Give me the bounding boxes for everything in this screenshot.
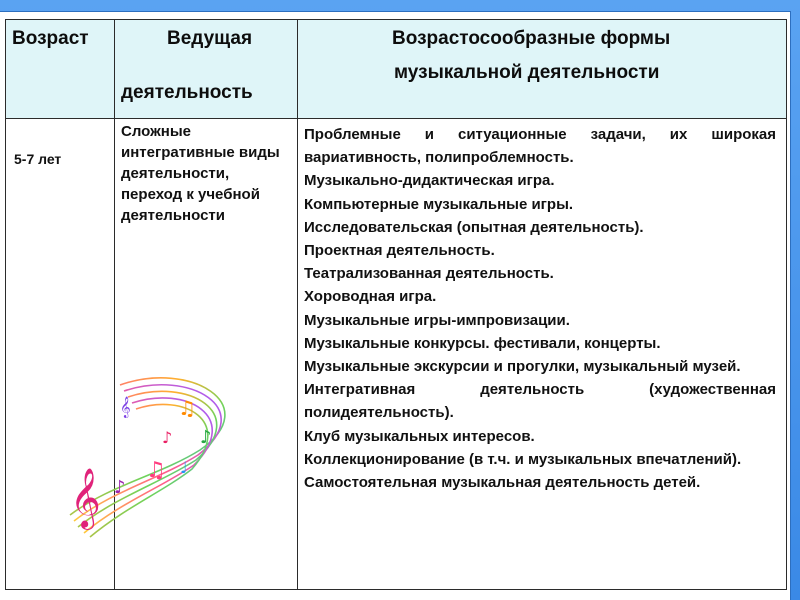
forms-item: Театрализованная деятельность. — [304, 265, 554, 283]
svg-text:♪: ♪ — [200, 427, 212, 448]
header-forms-cell — [298, 20, 787, 119]
table-header-row — [6, 20, 787, 119]
forms-item: Клуб музыкальных интересов. — [304, 427, 535, 445]
svg-text:♫: ♫ — [178, 396, 196, 420]
forms-cell — [298, 119, 787, 590]
svg-text:𝄞: 𝄞 — [120, 397, 131, 418]
svg-text:♪: ♪ — [162, 428, 173, 447]
svg-text:♫: ♫ — [146, 458, 166, 483]
age-value: 5-7 лет — [14, 151, 62, 167]
header-forms-line1: Возрастосообразные формы — [392, 28, 671, 49]
treble-clef-icon — [70, 468, 101, 530]
svg-text:♪: ♪ — [114, 477, 126, 498]
forms-item: Компьютерные музыкальные игры. — [304, 195, 574, 213]
svg-text:♩: ♩ — [180, 458, 188, 477]
forms-item: Музыкально-дидактическая игра. — [304, 172, 555, 190]
header-age-cell — [6, 20, 115, 119]
forms-item: Самостоятельная музыкальная деятельность детей. — [304, 474, 701, 492]
forms-item: Проектная деятельность. — [304, 242, 495, 260]
forms-item: Коллекционирование (в т.ч. и музыкальных впечатлений). — [304, 450, 742, 468]
header-lead-line1: Ведущая — [167, 28, 253, 49]
forms-item: Проблемные и ситуационные задачи, их широкая вариативность, полипроблемность. — [304, 126, 776, 167]
forms-item: Музыкальные игры-импровизации. — [304, 311, 570, 329]
forms-item: Хороводная игра. — [304, 288, 437, 306]
header-lead-cell — [115, 20, 298, 119]
forms-item: Музыкальные конкурсы. фестивали, концерты. — [304, 334, 661, 352]
header-age-label: Возраст — [12, 28, 89, 49]
header-lead-line2: деятельность — [121, 82, 253, 103]
header-forms-line2: музыкальной деятельности — [394, 62, 660, 83]
svg-text:𝄞: 𝄞 — [70, 468, 101, 528]
forms-list — [298, 119, 786, 494]
music-staff-swirl-icon — [50, 365, 280, 540]
forms-item: Интегративная деятельность (художественная полидеятельность). — [304, 381, 776, 422]
forms-item: Музыкальные экскурсии и прогулки, музыкальный музей. — [304, 358, 741, 376]
lead-activity-text: Сложные интегративные виды деятельности, переход к учебной деятельности — [121, 123, 280, 224]
forms-item: Исследовательская (опытная деятельность). — [304, 218, 644, 236]
